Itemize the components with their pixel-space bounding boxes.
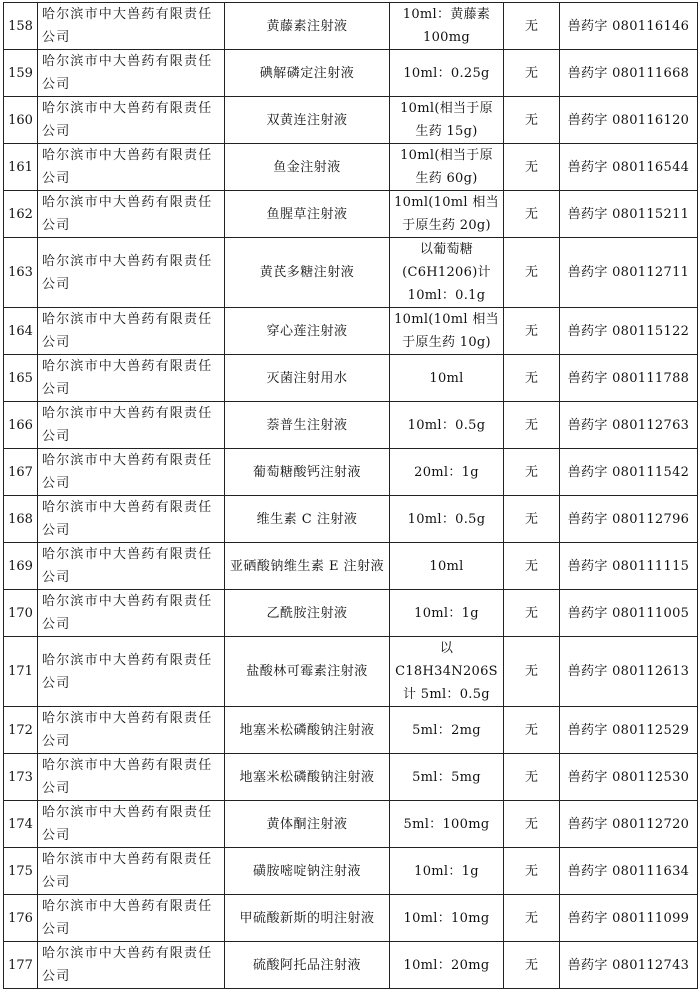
- note-cell: 无: [504, 754, 560, 801]
- note-cell: 无: [504, 402, 560, 449]
- approval-number: 兽药字 080116146: [560, 3, 698, 50]
- company-name: 哈尔滨市中大兽药有限责任公司: [38, 895, 225, 942]
- table-row: [4, 97, 698, 144]
- row-number: 174: [4, 801, 38, 848]
- approval-number: 兽药字 080116120: [560, 97, 698, 144]
- company-name: 哈尔滨市中大兽药有限责任公司: [38, 754, 225, 801]
- product-name: 亚硒酸钠维生素 E 注射液: [225, 543, 390, 590]
- approval-number: 兽药字 080111005: [560, 590, 698, 637]
- product-name: 硫酸阿托品注射液: [225, 942, 390, 989]
- company-name: 哈尔滨市中大兽药有限责任公司: [38, 191, 225, 238]
- product-name: 黄芪多糖注射液: [225, 238, 390, 308]
- approval-number: 兽药字 080111634: [560, 848, 698, 895]
- approval-number: 兽药字 080112529: [560, 707, 698, 754]
- row-number: 163: [4, 238, 38, 308]
- approval-number: 兽药字 080111542: [560, 449, 698, 496]
- row-number: 175: [4, 848, 38, 895]
- row-number: 161: [4, 144, 38, 191]
- table-row: [4, 754, 698, 801]
- table-row: [4, 238, 698, 308]
- product-spec: 以 C18H34N206S 计 5ml：0.5g: [390, 637, 504, 707]
- note-cell: 无: [504, 848, 560, 895]
- company-name: 哈尔滨市中大兽药有限责任公司: [38, 449, 225, 496]
- company-name: 哈尔滨市中大兽药有限责任公司: [38, 496, 225, 543]
- product-spec: 10ml：0.25g: [390, 50, 504, 97]
- product-spec: 10ml：黄藤素100mg: [390, 3, 504, 50]
- row-number: 160: [4, 97, 38, 144]
- note-cell: 无: [504, 3, 560, 50]
- row-number: 167: [4, 449, 38, 496]
- table-row: [4, 402, 698, 449]
- registry-table: [3, 2, 698, 989]
- company-name: 哈尔滨市中大兽药有限责任公司: [38, 97, 225, 144]
- product-name: 灭菌注射用水: [225, 355, 390, 402]
- product-name: 鱼腥草注射液: [225, 191, 390, 238]
- row-number: 165: [4, 355, 38, 402]
- note-cell: 无: [504, 942, 560, 989]
- approval-number: 兽药字 080112711: [560, 238, 698, 308]
- company-name: 哈尔滨市中大兽药有限责任公司: [38, 355, 225, 402]
- product-name: 盐酸林可霉素注射液: [225, 637, 390, 707]
- product-name: 甲硫酸新斯的明注射液: [225, 895, 390, 942]
- company-name: 哈尔滨市中大兽药有限责任公司: [38, 590, 225, 637]
- product-spec: 10ml(相当于原生药 60g): [390, 144, 504, 191]
- product-spec: 5ml：100mg: [390, 801, 504, 848]
- product-name: 萘普生注射液: [225, 402, 390, 449]
- note-cell: 无: [504, 355, 560, 402]
- product-spec: 10ml(相当于原生药 15g): [390, 97, 504, 144]
- product-spec: 10ml：1g: [390, 590, 504, 637]
- product-name: 碘解磷定注射液: [225, 50, 390, 97]
- note-cell: 无: [504, 238, 560, 308]
- row-number: 170: [4, 590, 38, 637]
- table-row: [4, 3, 698, 50]
- note-cell: 无: [504, 449, 560, 496]
- row-number: 171: [4, 637, 38, 707]
- table-row: [4, 942, 698, 989]
- row-number: 168: [4, 496, 38, 543]
- product-spec: 10ml: [390, 543, 504, 590]
- approval-number: 兽药字 080111668: [560, 50, 698, 97]
- table-row: [4, 801, 698, 848]
- product-spec: 10ml(10ml 相当于原生药 10g): [390, 308, 504, 355]
- approval-number: 兽药字 080112720: [560, 801, 698, 848]
- product-name: 维生素 C 注射液: [225, 496, 390, 543]
- product-name: 黄藤素注射液: [225, 3, 390, 50]
- note-cell: 无: [504, 191, 560, 238]
- company-name: 哈尔滨市中大兽药有限责任公司: [38, 942, 225, 989]
- note-cell: 无: [504, 707, 560, 754]
- product-name: 磺胺嘧啶钠注射液: [225, 848, 390, 895]
- company-name: 哈尔滨市中大兽药有限责任公司: [38, 543, 225, 590]
- row-number: 173: [4, 754, 38, 801]
- approval-number: 兽药字 080112530: [560, 754, 698, 801]
- product-spec: 10ml: [390, 355, 504, 402]
- company-name: 哈尔滨市中大兽药有限责任公司: [38, 238, 225, 308]
- table-row: [4, 144, 698, 191]
- table-row: [4, 308, 698, 355]
- product-spec: 5ml：5mg: [390, 754, 504, 801]
- table-row: [4, 449, 698, 496]
- table-row: [4, 895, 698, 942]
- row-number: 177: [4, 942, 38, 989]
- product-spec: 5ml：2mg: [390, 707, 504, 754]
- note-cell: 无: [504, 144, 560, 191]
- note-cell: 无: [504, 637, 560, 707]
- row-number: 172: [4, 707, 38, 754]
- note-cell: 无: [504, 801, 560, 848]
- product-spec: 10ml：1g: [390, 848, 504, 895]
- company-name: 哈尔滨市中大兽药有限责任公司: [38, 3, 225, 50]
- approval-number: 兽药字 080115211: [560, 191, 698, 238]
- note-cell: 无: [504, 543, 560, 590]
- note-cell: 无: [504, 590, 560, 637]
- approval-number: 兽药字 080112796: [560, 496, 698, 543]
- row-number: 166: [4, 402, 38, 449]
- product-spec: 10ml：0.5g: [390, 496, 504, 543]
- product-name: 黄体酮注射液: [225, 801, 390, 848]
- product-spec: 10ml：0.5g: [390, 402, 504, 449]
- approval-number: 兽药字 080112613: [560, 637, 698, 707]
- product-spec: 10ml：10mg: [390, 895, 504, 942]
- approval-number: 兽药字 080111099: [560, 895, 698, 942]
- approval-number: 兽药字 080112743: [560, 942, 698, 989]
- company-name: 哈尔滨市中大兽药有限责任公司: [38, 402, 225, 449]
- table-row: [4, 355, 698, 402]
- row-number: 158: [4, 3, 38, 50]
- note-cell: 无: [504, 308, 560, 355]
- product-name: 地塞米松磷酸钠注射液: [225, 754, 390, 801]
- note-cell: 无: [504, 895, 560, 942]
- table-row: [4, 50, 698, 97]
- company-name: 哈尔滨市中大兽药有限责任公司: [38, 637, 225, 707]
- table-row: [4, 590, 698, 637]
- company-name: 哈尔滨市中大兽药有限责任公司: [38, 848, 225, 895]
- note-cell: 无: [504, 97, 560, 144]
- row-number: 162: [4, 191, 38, 238]
- approval-number: 兽药字 080111115: [560, 543, 698, 590]
- approval-number: 兽药字 080115122: [560, 308, 698, 355]
- product-spec: 20ml：1g: [390, 449, 504, 496]
- company-name: 哈尔滨市中大兽药有限责任公司: [38, 50, 225, 97]
- company-name: 哈尔滨市中大兽药有限责任公司: [38, 707, 225, 754]
- table-row: [4, 191, 698, 238]
- table-row: [4, 707, 698, 754]
- product-name: 双黄连注射液: [225, 97, 390, 144]
- product-name: 穿心莲注射液: [225, 308, 390, 355]
- product-name: 乙酰胺注射液: [225, 590, 390, 637]
- approval-number: 兽药字 080116544: [560, 144, 698, 191]
- row-number: 159: [4, 50, 38, 97]
- table-row: [4, 496, 698, 543]
- company-name: 哈尔滨市中大兽药有限责任公司: [38, 144, 225, 191]
- company-name: 哈尔滨市中大兽药有限责任公司: [38, 801, 225, 848]
- row-number: 169: [4, 543, 38, 590]
- approval-number: 兽药字 080111788: [560, 355, 698, 402]
- company-name: 哈尔滨市中大兽药有限责任公司: [38, 308, 225, 355]
- table-row: [4, 637, 698, 707]
- product-name: 地塞米松磷酸钠注射液: [225, 707, 390, 754]
- product-spec: 10ml(10ml 相当于原生药 20g): [390, 191, 504, 238]
- table-body: [4, 3, 698, 989]
- product-spec: 10ml：20mg: [390, 942, 504, 989]
- note-cell: 无: [504, 50, 560, 97]
- product-name: 鱼金注射液: [225, 144, 390, 191]
- row-number: 164: [4, 308, 38, 355]
- product-spec: 以葡萄糖(C6H1206)计10ml：0.1g: [390, 238, 504, 308]
- note-cell: 无: [504, 496, 560, 543]
- row-number: 176: [4, 895, 38, 942]
- table-row: [4, 848, 698, 895]
- table-row: [4, 543, 698, 590]
- product-name: 葡萄糖酸钙注射液: [225, 449, 390, 496]
- approval-number: 兽药字 080112763: [560, 402, 698, 449]
